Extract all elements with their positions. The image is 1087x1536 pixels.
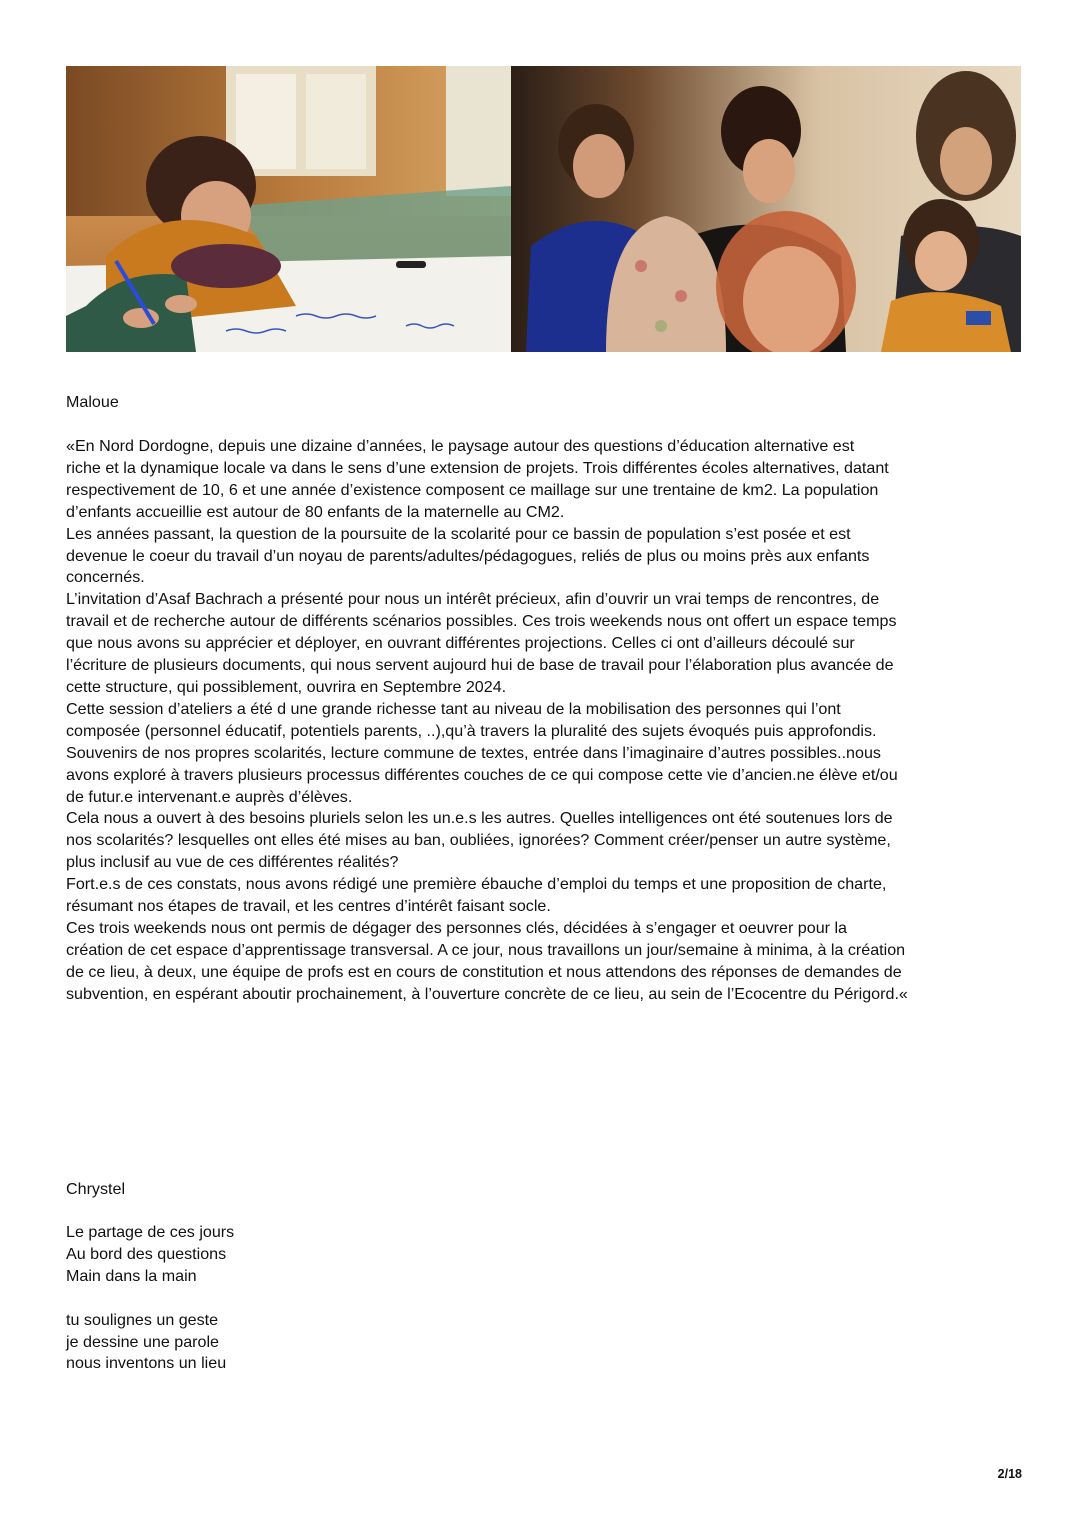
paragraph-line: plus inclusif au vue de ces différentes réalités? bbox=[66, 853, 399, 872]
poem-line: je dessine une parole bbox=[66, 1332, 220, 1351]
paragraph-line: cette structure, qui possiblement, ouvrira en Septembre 2024. bbox=[66, 677, 507, 696]
paragraph-line: résumant nos étapes de travail, et les centres d’intérêt faisant socle. bbox=[66, 897, 551, 916]
paragraph-line: l’écriture de plusieurs documents, qui nous servent aujourd hui de base de travail pour l’élaboration plus avancée de bbox=[66, 656, 894, 675]
workshop-photo-drawing bbox=[66, 66, 511, 352]
poem-line: Le partage de ces jours bbox=[66, 1223, 235, 1241]
paragraph-line: Cela nous a ouvert à des besoins pluriels selon les un.e.s les autres. Quelles intelligences ont été soutenues lors de bbox=[66, 809, 893, 828]
paragraph-line: Ces trois weekends nous ont permis de dégager des personnes clés, décidées à s’engager et oeuvrer pour la bbox=[66, 918, 848, 937]
paragraph-line: devenue le coeur du travail d’un noyau de parents/adultes/pédagogues, reliés de plus ou moins près aux enfants bbox=[66, 546, 870, 565]
paragraph-line: riche et la dynamique locale va dans le sens d’une extension de projets. Trois différentes écoles alternatives, datant bbox=[66, 458, 889, 477]
paragraph-line: Fort.e.s de ces constats, nous avons rédigé une première ébauche d’emploi du temps et une proposition de charte, bbox=[66, 875, 887, 894]
paragraph-line: respectivement de 10, 6 et une année d’existence composent ce maillage sur une trentaine de km2. La population bbox=[66, 480, 879, 499]
paragraph-line: L’invitation d’Asaf Bachrach a présenté pour nous un intérêt précieux, afin d’ouvrir un vrai temps de rencontres, de bbox=[66, 590, 880, 609]
poem-stanza bbox=[66, 1310, 234, 1376]
paragraph-line: composée (personnel éducatif, potentiels parents, ..),qu’à travers la pluralité des sujets évoqués puis approfondis. bbox=[66, 721, 877, 740]
author-chrystel: Chrystel bbox=[66, 1180, 126, 1198]
paragraph-line: d’enfants accueillie est autour de 80 enfants de la maternelle au CM2. bbox=[66, 502, 565, 521]
paragraph-line: travail et de recherche autour de différents scénarios possibles. Ces trois weekends nous ont offert un espace temps bbox=[66, 612, 897, 631]
paragraph-line: subvention, en espérant aboutir prochainement, à l’ouverture concrète de ce lieu, au sein de l’Ecocentre du Périgord.« bbox=[66, 984, 908, 1003]
paragraph-line: que nous avons su apprécier et déployer, en ouvrant différentes projections. Celles ci ont d’ailleurs découlé sur bbox=[66, 634, 855, 653]
photo-woman-drawing-image bbox=[66, 66, 511, 352]
poem-line: Au bord des questions bbox=[66, 1244, 227, 1263]
poem-stanza bbox=[66, 1222, 234, 1288]
paragraph-line: création de cet espace d’apprentissage transversal. A ce jour, nous travaillons un jour/semaine à minima, à la création bbox=[66, 940, 906, 959]
paragraph-line: concernés. bbox=[66, 568, 145, 587]
page-number: 2/18 bbox=[997, 1467, 1022, 1481]
paragraph-line: nos scolarités? lesquelles ont elles été mises au ban, oubliées, ignorées? Comment créer/penser un autre système, bbox=[66, 831, 891, 850]
photo-group-image bbox=[511, 66, 1021, 352]
paragraph-line: Souvenirs de nos propres scolarités, lecture commune de textes, entrée dans l’imaginaire d’autres possibles..nous bbox=[66, 743, 881, 762]
author-maloue: Maloue bbox=[66, 393, 119, 411]
paragraph-line: Les années passant, la question de la poursuite de la scolarité pour ce bassin de population s’est posée et est bbox=[66, 524, 851, 543]
testimony-maloue bbox=[66, 436, 1026, 1006]
paragraph-line: Cette session d’ateliers a été d une grande richesse tant au niveau de la mobilisation des personnes qui l’ont bbox=[66, 699, 841, 718]
poem-line: Main dans la main bbox=[66, 1266, 197, 1285]
poem-line: nous inventons un lieu bbox=[66, 1354, 227, 1373]
paragraph-line: avons exploré à travers plusieurs processus différentes couches de ce qui compose cette vie d’ancien.ne élève et/ou bbox=[66, 765, 898, 784]
paragraph-line: «En Nord Dordogne, depuis une dizaine d’années, le paysage autour des questions d’éducation alternative est bbox=[66, 437, 855, 455]
photo-strip bbox=[66, 66, 1021, 352]
poem-chrystel bbox=[66, 1222, 234, 1375]
paragraph-line: de futur.e intervenant.e auprès d’élèves. bbox=[66, 787, 353, 806]
workshop-photo-group bbox=[511, 66, 1021, 352]
paragraph-line: de ce lieu, à deux, une équipe de profs est en cours de constitution et nous attendons des réponses de demandes de bbox=[66, 962, 902, 981]
poem-line: tu soulignes un geste bbox=[66, 1310, 219, 1329]
